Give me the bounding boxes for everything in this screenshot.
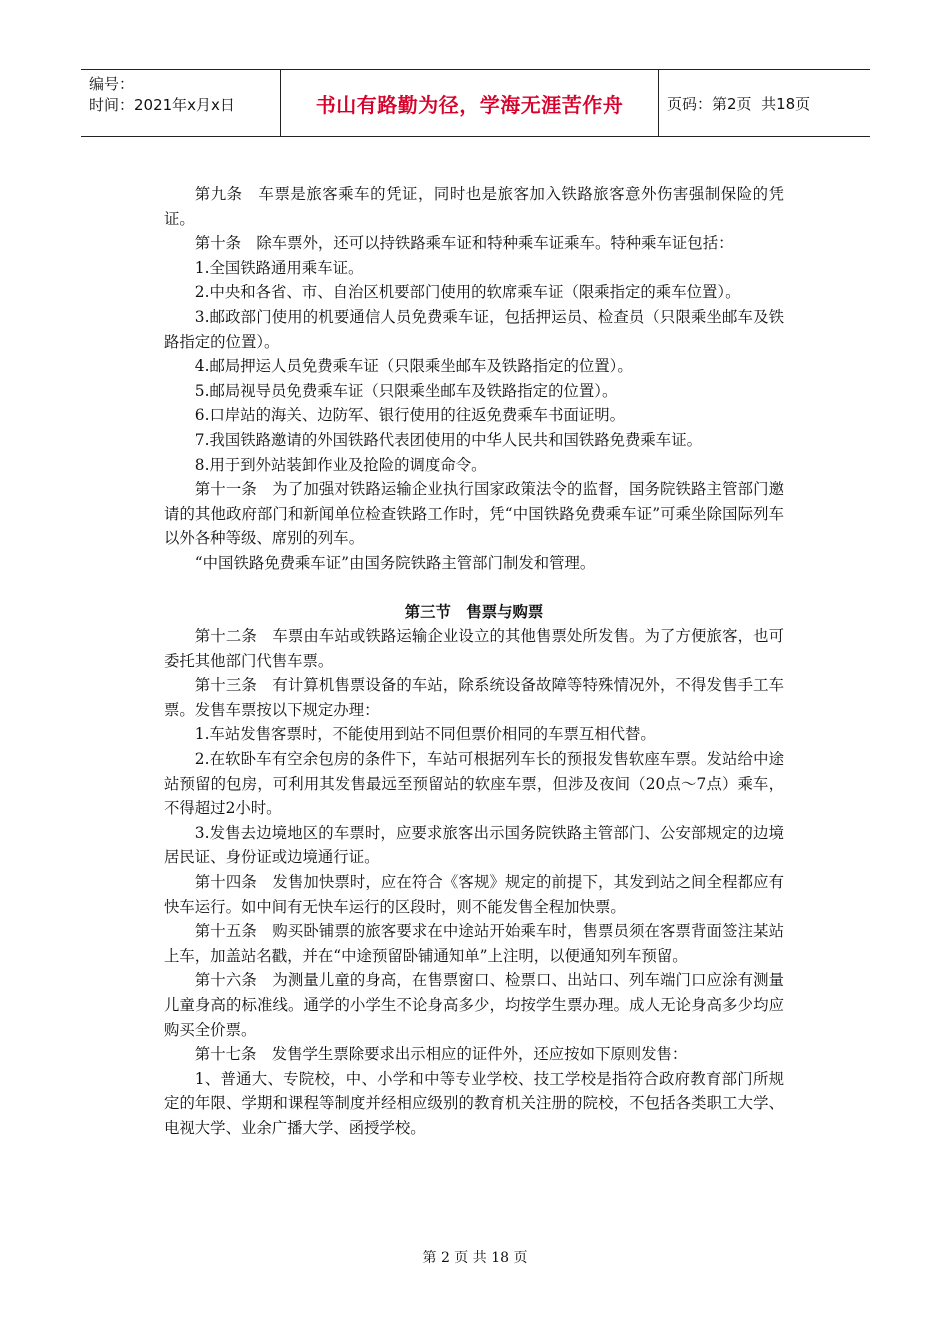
header-page-info [659,70,870,136]
section-title: 第三节 售票与购票 [404,602,544,621]
list-item: 4.邮局押运人员免费乘车证（只限乘坐邮车及铁路指定的位置）。 [194,357,633,376]
page-header [81,69,870,137]
list-item: 3.发售去边境地区的车票时，应要求旅客出示国务院铁路主管部门、公安部规定的边境居民证、身份证或边境通行证。 [164,823,784,867]
list-item: 3.邮政部门使用的机要通信人员免费乘车证，包括押运员、检查员（只限乘坐邮车及铁路指定的位置）。 [164,307,784,351]
document-date: 时间：2021年x月x日 [89,96,235,114]
paragraph: “中国铁路免费乘车证”由国务院铁路主管部门制发和管理。 [194,553,596,572]
list-item: 2.中央和各省、市、自治区机要部门使用的软席乘车证（限乘指定的乘车位置）。 [194,283,741,302]
page-footer: 第 2 页 共 18 页 [422,1250,528,1266]
document-body [164,182,784,1141]
article-12: 第十二条 车票由车站或铁路运输企业设立的其他售票处所发售。为了方便旅客，也可委托其他部门代售车票。 [164,627,784,670]
article-17: 第十七条 发售学生票除要求出示相应的证件外，还应按如下原则发售： [194,1045,688,1064]
document-number-label: 编号： [89,75,135,93]
article-10: 第十条 除车票外，还可以持铁路乘车证和特种乘车证乘车。特种乘车证包括： [194,234,734,253]
article-9: 第九条 车票是旅客乘车的凭证，同时也是旅客加入铁路旅客意外伤害强制保险的凭证。 [164,185,784,228]
header-meta [81,70,281,136]
list-item: 8.用于到外站装卸作业及抢险的调度命令。 [194,455,487,474]
article-15: 第十五条 购买卧铺票的旅客要求在中途站开始乘车时，售票员须在客票背面签注某站上车，加盖站名戳，并在“中途预留卧铺通知单”上注明，以便通知列车预留。 [164,922,784,965]
article-11: 第十一条 为了加强对铁路运输企业执行国家政策法令的监督，国务院铁路主管部门邀请的其他政府部门和新闻单位检查铁路工作时，凭“中国铁路免费乘车证”可乘坐除国际列车以外各种等级、席别的列车。 [164,480,784,548]
list-item: 1.车站发售客票时，不能使用到站不同但票价相同的车票互相代替。 [194,725,656,744]
article-14: 第十四条 发售加快票时，应在符合《客规》规定的前提下，其发到站之间全程都应有快车运行。如中间有无快车运行的区段时，则不能发售全程加快票。 [164,873,784,916]
list-item: 1、普通大、专院校，中、小学和中等专业学校、技工学校是指符合政府教育部门所规定的年限、学期和课程等制度并经相应级别的教育机关注册的院校，不包括各类职工大学、电视大学、业余广播大学、函授学校。 [164,1069,784,1137]
list-item: 2.在软卧车有空余包房的条件下，车站可根据列车长的预报发售软座车票。发站给中途站预留的包房，可利用其发售最远至预留站的软座车票，但涉及夜间（20点～7点）乘车，不得超过2小时。 [164,750,784,818]
list-item: 5.邮局视导员免费乘车证（只限乘坐邮车及铁路指定的位置）。 [194,381,618,400]
header-motto: 书山有路勤为径，学海无涯苦作舟 [281,70,659,136]
article-13: 第十三条 有计算机售票设备的车站，除系统设备故障等特殊情况外，不得发售手工车票。发售车票按以下规定办理： [164,676,784,719]
list-item: 7.我国铁路邀请的外国铁路代表团使用的中华人民共和国铁路免费乘车证。 [194,430,702,449]
article-16: 第十六条 为测量儿童的身高，在售票窗口、检票口、出站口、列车端门口应涂有测量儿童身高的标准线。通学的小学生不论身高多少，均按学生票办理。成人无论身高多少均应购买全价票。 [164,971,784,1039]
list-item: 1.全国铁路通用乘车证。 [194,258,364,277]
list-item: 6.口岸站的海关、边防军、银行使用的往返免费乘车书面证明。 [194,406,626,425]
page-info-text: 页码：第2页 共18页 [667,94,811,113]
